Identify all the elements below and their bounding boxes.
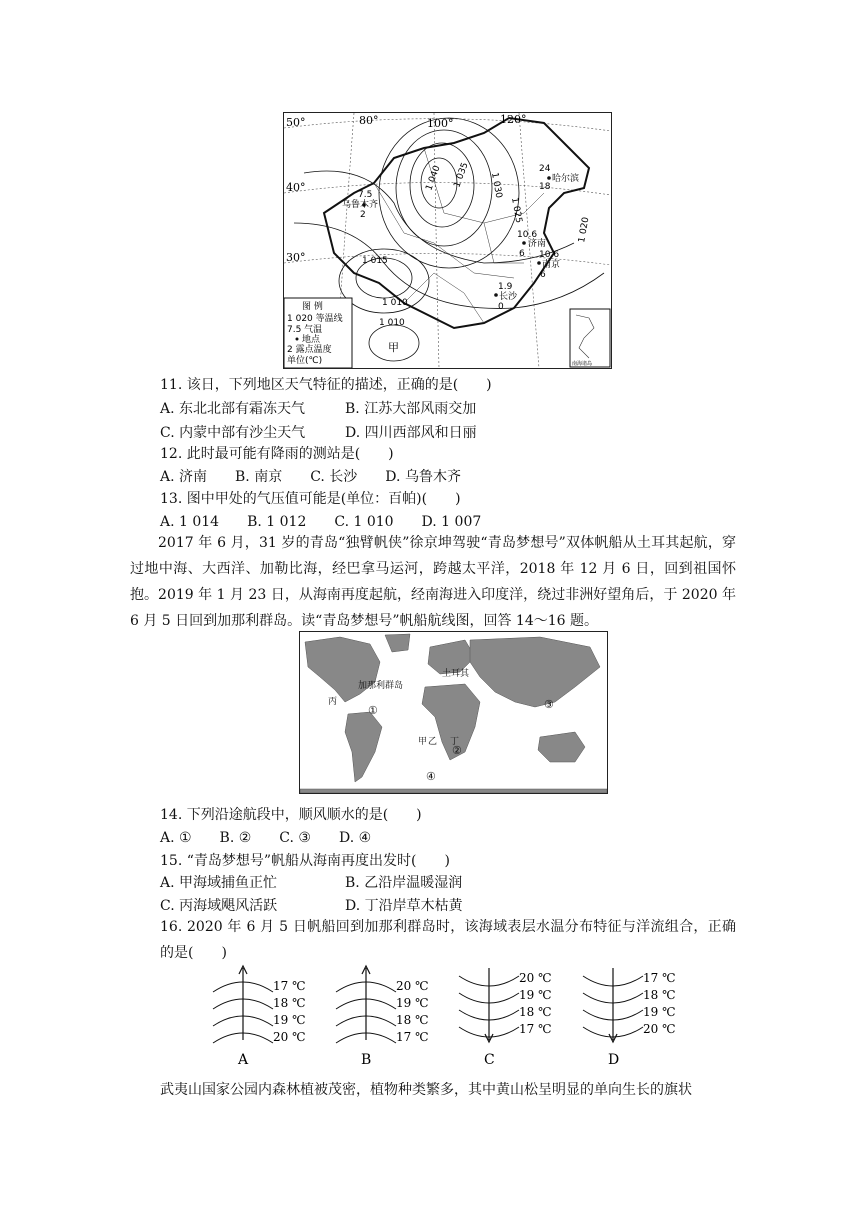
isotherm-label: 17 ℃ — [519, 1022, 552, 1036]
isobar-label: 1 015 — [362, 256, 388, 266]
q11-option-b[interactable]: B. 江苏大部风雨交加 — [345, 401, 477, 417]
q15-option-b[interactable]: B. 乙沿岸温暖湿润 — [345, 875, 463, 891]
diagram-d[interactable] — [583, 968, 676, 1068]
station-urumqi — [342, 190, 378, 220]
map1-mark-jia: 甲 — [388, 341, 399, 354]
svg-text:济南: 济南 — [528, 239, 547, 249]
station-harbin — [539, 164, 579, 192]
isotherm-label: 19 ℃ — [519, 988, 552, 1002]
diagram-letter: D — [608, 1052, 620, 1068]
q11-stem: 11. 该日，下列地区天气特征的描述，正确的是( ) — [160, 377, 492, 393]
isotherm-label: 17 ℃ — [643, 971, 676, 985]
current-diagrams-svg — [205, 962, 705, 1072]
svg-text:6: 6 — [540, 270, 546, 280]
svg-text:单位(℃): 单位(℃) — [287, 356, 323, 366]
isotherm-label: 20 ℃ — [643, 1022, 676, 1036]
isobar-label: 1 010 — [382, 298, 408, 308]
isotherm-label: 19 ℃ — [273, 1013, 306, 1027]
q11-option-d[interactable]: D. 四川西部风和日丽 — [345, 425, 477, 441]
lon-label-120: 120° — [500, 113, 527, 126]
svg-text:6: 6 — [519, 249, 525, 259]
south-china-sea-inset — [570, 309, 610, 367]
label-canary: 加那利群岛 — [358, 681, 404, 691]
svg-text:7.5: 7.5 — [358, 190, 373, 200]
q16-stem: 16. 2020 年 6 月 5 日帆船回到加那利群岛时，该海域表层水温分布特征与洋流组合，正确的是( ) — [160, 919, 736, 961]
marker-3: ③ — [544, 698, 554, 711]
label-bing: 丙 — [328, 697, 338, 707]
world-route-map-svg — [300, 632, 607, 793]
svg-text:哈尔滨: 哈尔滨 — [552, 174, 580, 184]
svg-text:乌鲁木齐: 乌鲁木齐 — [342, 200, 379, 210]
svg-text:2: 2 — [360, 210, 366, 220]
weather-map — [283, 112, 612, 369]
q13-stem: 13. 图中甲处的气压值可能是(单位：百帕)( ) — [160, 491, 461, 507]
lon-label-80: 80° — [359, 114, 379, 127]
isotherm-label: 17 ℃ — [396, 1030, 429, 1044]
diagram-c[interactable] — [459, 968, 552, 1068]
station-nanjing — [537, 250, 560, 280]
marker-4: ④ — [426, 770, 436, 783]
marker-2: ② — [452, 744, 462, 757]
svg-text:图 例: 图 例 — [302, 302, 323, 312]
passage-text: 2017 年 6 月，31 岁的青岛“独臂帆侠”徐京坤驾驶“青岛梦想号”双体帆船从土耳其起航，穿过地中海、大西洋、加勒比海，经巴拿马运河，跨越太平洋，2018 年 12 月 6 日，回到祖国怀抱。2019 年 1 月 23 日，从海南再度起航，经南海进入印度洋，绕过非洲好望角后，于 2020 年 6 月 5 日回到加那利群岛。读“青岛梦想号”帆船航线图，回答 14～16 题。 — [130, 535, 736, 629]
isotherm-label: 19 ℃ — [396, 996, 429, 1010]
svg-text:0: 0 — [498, 302, 504, 312]
isotherm-label: 18 ℃ — [643, 988, 676, 1002]
label-yi: 乙 — [428, 737, 438, 747]
q14-options[interactable]: A. ① B. ② C. ③ D. ④ — [160, 830, 372, 846]
isobar-label: 1 010 — [379, 318, 405, 328]
svg-text:长沙: 长沙 — [499, 292, 518, 302]
svg-text:地点: 地点 — [302, 335, 321, 345]
svg-text:南京: 南京 — [542, 260, 561, 270]
label-ding: 丁 — [450, 737, 460, 747]
isotherm-label: 20 ℃ — [519, 971, 552, 985]
isotherm-label: 19 ℃ — [643, 1005, 676, 1019]
svg-text:1 020 等温线: 1 020 等温线 — [287, 314, 343, 324]
svg-text:1.9: 1.9 — [498, 282, 513, 292]
isotherm-label: 18 ℃ — [519, 1005, 552, 1019]
q15-option-a[interactable]: A. 甲海域捕鱼正忙 — [160, 875, 278, 891]
isobar-label: 1 020 — [577, 216, 592, 244]
isotherm-label: 20 ℃ — [396, 979, 429, 993]
label-jia: 甲 — [418, 737, 428, 747]
q15-option-d[interactable]: D. 丁沿岸草木枯黄 — [345, 898, 463, 914]
diagram-letter: C — [484, 1052, 495, 1068]
svg-text:7.5 气温: 7.5 气温 — [287, 325, 323, 335]
current-diagrams — [205, 962, 705, 1072]
lat-label-50: 50° — [286, 116, 306, 129]
q15-stem: 15. “青岛梦想号”帆船从海南再度出发时( ) — [160, 853, 450, 869]
q12-stem: 12. 此时最可能有降雨的测站是( ) — [160, 446, 394, 462]
diagram-b[interactable] — [336, 966, 429, 1068]
diagram-letter: B — [361, 1052, 372, 1068]
isotherm-label: 20 ℃ — [273, 1030, 306, 1044]
svg-text:2 露点温度: 2 露点温度 — [287, 345, 332, 355]
weather-map-svg — [284, 113, 611, 368]
diagram-letter: A — [238, 1052, 249, 1068]
isotherm-label: 18 ℃ — [273, 996, 306, 1010]
diagram-a[interactable] — [213, 966, 306, 1068]
marker-1: ① — [368, 704, 378, 717]
svg-text:10.6: 10.6 — [539, 250, 560, 260]
q12-options[interactable]: A. 济南 B. 南京 C. 长沙 D. 乌鲁木齐 — [160, 469, 461, 485]
svg-text:18: 18 — [539, 182, 551, 192]
q11-option-c[interactable]: C. 内蒙中部有沙尘天气 — [160, 425, 306, 441]
isobar-label: 1 035 — [452, 161, 471, 190]
q13-options[interactable]: A. 1 014 B. 1 012 C. 1 010 D. 1 007 — [160, 514, 482, 530]
lat-label-30: 30° — [286, 251, 306, 264]
isobar-label: 1 040 — [424, 164, 443, 193]
map1-legend — [284, 298, 352, 368]
isobar-label: 1 025 — [509, 196, 524, 224]
lon-label-100: 100° — [427, 117, 454, 130]
world-route-map — [299, 631, 608, 794]
svg-text:10.6: 10.6 — [517, 230, 538, 240]
isotherm-label: 17 ℃ — [273, 979, 306, 993]
svg-text:24: 24 — [539, 164, 551, 174]
next-passage-start: 武夷山国家公园内森林植被茂密，植物种类繁多，其中黄山松呈明显的单向生长的旗状 — [160, 1082, 692, 1098]
q15-option-c[interactable]: C. 丙海域飓风活跃 — [160, 898, 278, 914]
lat-label-40: 40° — [286, 181, 306, 194]
svg-text:南海诸岛: 南海诸岛 — [572, 361, 593, 367]
isotherm-label: 18 ℃ — [396, 1013, 429, 1027]
isobar-label: 1 030 — [489, 171, 504, 199]
label-turkey: 土耳其 — [442, 669, 470, 679]
q11-option-a[interactable]: A. 东北北部有霜冻天气 — [160, 401, 306, 417]
q14-stem: 14. 下列沿途航段中，顺风顺水的是( ) — [160, 807, 422, 823]
